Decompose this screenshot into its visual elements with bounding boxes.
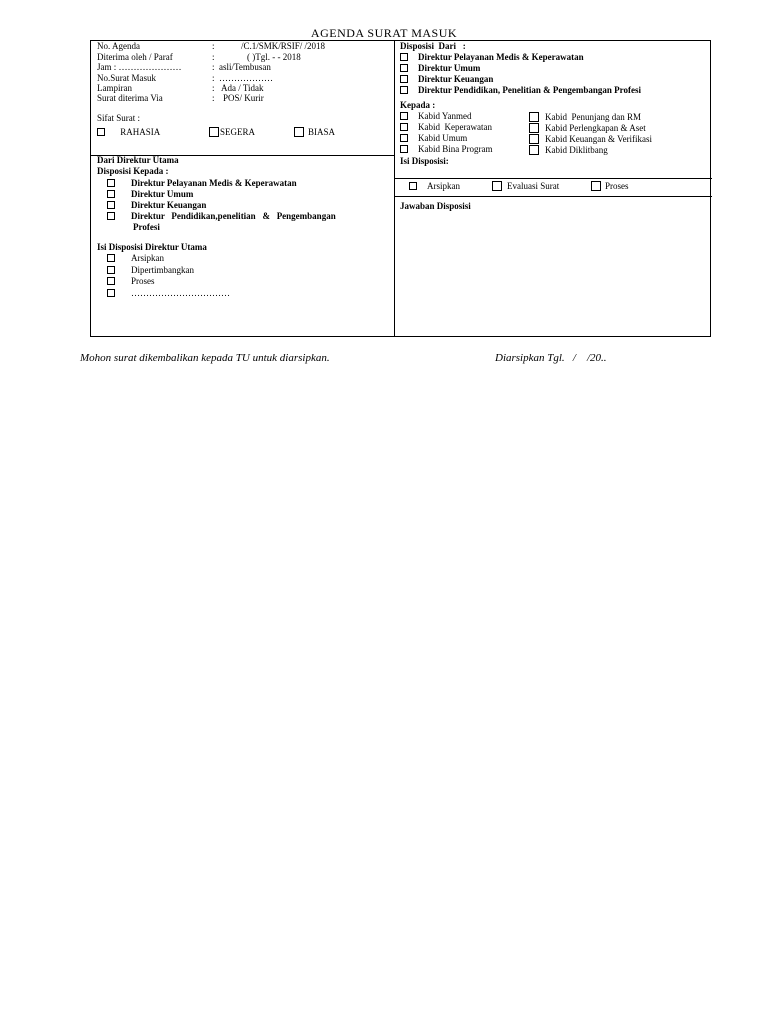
disposisi-item[interactable]: Direktur Pendidikan,penelitian & Pengembangan	[107, 211, 336, 222]
field-value[interactable]: POS/ Kurir	[223, 93, 264, 103]
field-value[interactable]: Ada / Tidak	[221, 83, 264, 93]
isi-item[interactable]: Dipertimbangkan	[107, 265, 194, 276]
dari-item[interactable]: Direktur Keuangan	[400, 74, 493, 85]
sifat-option-rahasia[interactable]: RAHASIA	[97, 127, 160, 138]
field-value[interactable]: ………………	[219, 73, 273, 83]
checkbox-icon[interactable]	[107, 289, 115, 297]
field-value[interactable]: ( )Tgl. - - 2018	[247, 52, 301, 62]
option-evaluasi-surat[interactable]: Evaluasi Surat	[492, 181, 559, 192]
checkbox-icon[interactable]	[294, 127, 304, 137]
checkbox-icon[interactable]	[400, 123, 408, 131]
disposisi-item[interactable]: Direktur Pelayanan Medis & Keperawatan	[107, 178, 297, 189]
checkbox-icon[interactable]	[107, 190, 115, 198]
disposisi-dari-heading: Disposisi Dari :	[400, 41, 466, 51]
field-label: Jam : …………………	[97, 62, 182, 72]
disposisi-item[interactable]: Direktur Keuangan	[107, 200, 206, 211]
checkbox-icon[interactable]	[209, 127, 219, 137]
checkbox-icon[interactable]	[400, 145, 408, 153]
kepada-item[interactable]: Kabid Keperawatan	[400, 122, 492, 133]
footer-note: Mohon surat dikembalikan kepada TU untuk diarsipkan.	[80, 352, 330, 364]
checkbox-icon[interactable]	[400, 53, 408, 61]
field-label: No.Surat Masuk	[97, 73, 156, 83]
option-arsipkan[interactable]: Arsipkan	[409, 181, 460, 192]
page-title: AGENDA SURAT MASUK	[310, 26, 458, 40]
checkbox-icon[interactable]	[529, 123, 539, 133]
kepada-item[interactable]: Kabid Penunjang dan RM	[529, 112, 641, 123]
right-divider-1	[394, 178, 712, 179]
checkbox-icon[interactable]	[107, 179, 115, 187]
field-value[interactable]: asli/Tembusan	[219, 62, 271, 72]
checkbox-icon[interactable]	[591, 181, 601, 191]
checkbox-icon[interactable]	[529, 145, 539, 155]
field-label: Surat diterima Via	[97, 93, 163, 103]
dari-item[interactable]: Direktur Pelayanan Medis & Keperawatan	[400, 52, 584, 63]
kepada-item[interactable]: Kabid Keuangan & Verifikasi	[529, 134, 652, 145]
checkbox-icon[interactable]	[529, 134, 539, 144]
isi-disposisi-direktur-label: Isi Disposisi Direktur Utama	[97, 242, 207, 252]
dari-item[interactable]: Direktur Umum	[400, 63, 480, 74]
checkbox-icon[interactable]	[400, 64, 408, 72]
disposisi-item-continuation: Profesi	[133, 222, 160, 232]
checkbox-icon[interactable]	[400, 134, 408, 142]
kepada-item[interactable]: Kabid Yanmed	[400, 111, 472, 122]
kepada-item[interactable]: Kabid Umum	[400, 133, 467, 144]
checkbox-icon[interactable]	[107, 212, 115, 220]
checkbox-icon[interactable]	[107, 201, 115, 209]
jawaban-disposisi-heading: Jawaban Disposisi	[400, 201, 471, 211]
disposisi-item[interactable]: Direktur Umum	[107, 189, 193, 200]
checkbox-icon[interactable]	[400, 112, 408, 120]
kepada-item[interactable]: Kabid Diklitbang	[529, 145, 608, 156]
field-value[interactable]: /C.1/SMK/RSIF/ /2018	[241, 41, 326, 51]
isi-item[interactable]: Arsipkan	[107, 253, 164, 264]
checkbox-icon[interactable]	[107, 277, 115, 285]
dari-item[interactable]: Direktur Pendidikan, Penelitian & Pengembangan Profesi	[400, 85, 641, 96]
checkbox-icon[interactable]	[107, 254, 115, 262]
sifat-option-segera[interactable]: SEGERA	[209, 127, 255, 138]
field-colon: :	[212, 62, 215, 72]
field-colon: :	[212, 83, 215, 93]
footer-archive-date: Diarsipkan Tgl. / /20..	[495, 352, 607, 364]
checkbox-icon[interactable]	[97, 128, 105, 136]
right-divider-2	[394, 196, 712, 197]
field-label: No. Agenda	[97, 41, 140, 51]
isi-item[interactable]: Proses	[107, 276, 155, 287]
checkbox-icon[interactable]	[107, 266, 115, 274]
checkbox-icon[interactable]	[400, 86, 408, 94]
field-label: Diterima oleh / Paraf	[97, 52, 173, 62]
agenda-form	[90, 40, 711, 337]
checkbox-icon[interactable]	[400, 75, 408, 83]
field-colon: :	[212, 52, 215, 62]
checkbox-icon[interactable]	[409, 182, 417, 190]
jawaban-disposisi-area[interactable]	[395, 213, 711, 337]
kepada-item[interactable]: Kabid Perlengkapan & Aset	[529, 123, 646, 134]
field-label: Lampiran	[97, 83, 132, 93]
kepada-item[interactable]: Kabid Bina Program	[400, 144, 493, 155]
kepada-label: Kepada :	[400, 100, 436, 110]
field-colon: :	[212, 93, 215, 103]
isi-disposisi-label: Isi Disposisi:	[400, 156, 449, 166]
field-colon: :	[212, 41, 215, 51]
option-proses[interactable]: Proses	[591, 181, 629, 192]
sifat-surat-label: Sifat Surat :	[97, 113, 140, 123]
isi-item[interactable]: ……………………………	[107, 288, 230, 299]
disposisi-kepada-label: Disposisi Kepada :	[97, 166, 169, 176]
dari-direktur-heading: Dari Direktur Utama	[97, 155, 179, 165]
checkbox-icon[interactable]	[492, 181, 502, 191]
field-colon: :	[212, 73, 215, 83]
sifat-option-biasa[interactable]: BIASA	[294, 127, 335, 138]
checkbox-icon[interactable]	[529, 112, 539, 122]
